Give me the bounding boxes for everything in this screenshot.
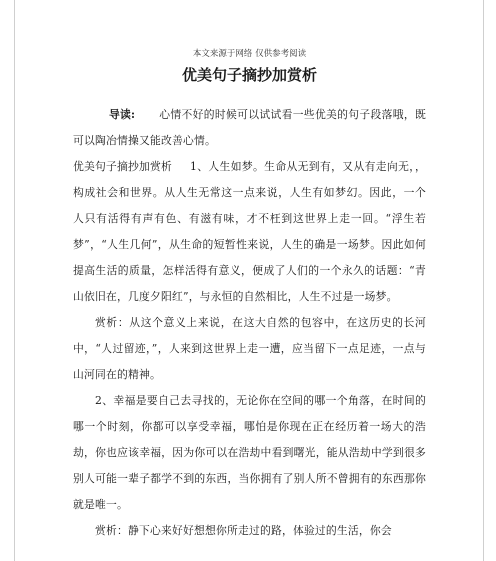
paragraph-4: 赏析：静下心来好好想想你所走过的路，体验过的生活，你会 <box>95 524 392 537</box>
paragraph-2: 赏析：从这个意义上来说，在这大自然的包容中，在这历史的长河中，“人过留迹，”，人来到这世界上走一遭，应当留下一点足迹，一点与山河同在的精神。 <box>73 316 426 381</box>
intro-text: 心情不好的时候可以试试看一些优美的句子段落哦，既可以陶冶情操又能改善心情。 <box>73 108 426 147</box>
paragraph-1-text: 1、人生如梦。生命从无到有，又从有走向无，，构成社会和世界。从人生无常这一点来说，人生有如梦幻。因此，一个 人只有活得有声有色、有滋有味，才不枉到这世界上走一回。“浮生若梦”，“人生几何”，从生命的短暂性来说，人生的确是一场梦。因此如何提高生活的质量，怎样活得有意义，便成了人们的一个永久的话题：“青山依旧在，几度夕阳红”，与永恒的自然相比，人生不过是一场梦。 <box>73 160 426 303</box>
paragraph-3: 2、幸福是要自己去寻找的，无论你在空间的哪一个角落，在时间的哪一个时刻，你都可以享受幸福，哪怕是你现在正在经历着一场大的浩劫，你也应该幸福，因为你可以在浩劫中看到曙光，能从浩劫中学到很多别人可能一辈子都学不到的东西，当你拥有了别人所不曾拥有的东西那你就是唯一。 <box>73 394 426 511</box>
intro-paragraph <box>73 102 426 154</box>
document-content <box>73 46 426 544</box>
paragraph-1-heading: 优美句子摘抄加赏析 <box>73 160 172 173</box>
paragraph-1 <box>73 154 426 310</box>
intro-label: 导读: <box>109 108 136 121</box>
page-title: 优美句子摘抄加赏析 <box>181 66 317 84</box>
source-note: 本文来源于网络 仅供参考阅读 <box>192 49 307 59</box>
